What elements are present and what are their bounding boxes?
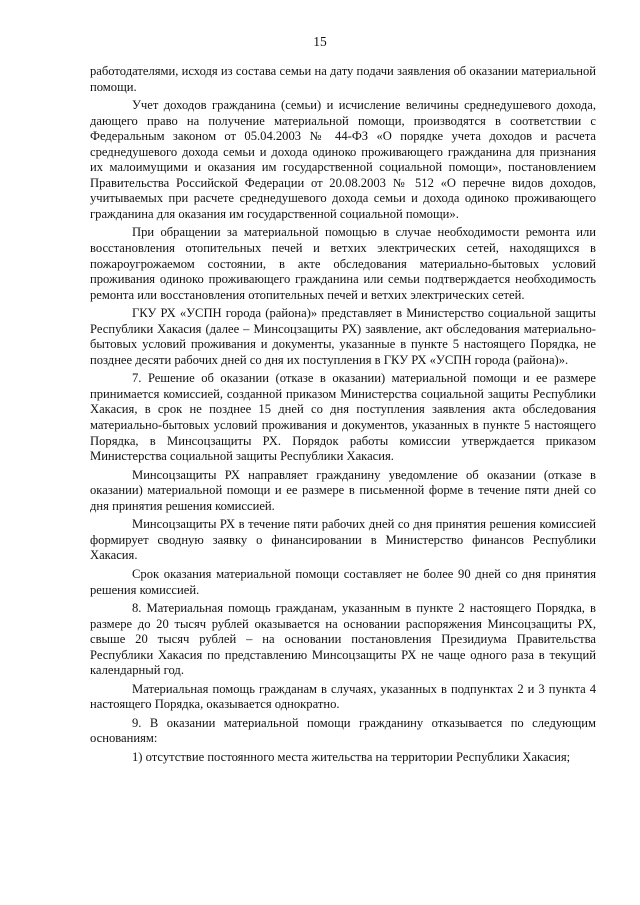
paragraph-item-9: 9. В оказании материальной помощи гражданину отказывается по следующим основаниям:: [90, 715, 596, 746]
page-number: 15: [313, 34, 327, 49]
paragraph-assistance-term: Срок оказания материальной помощи составляет не более 90 дней со дня принятия решения комиссией.: [90, 566, 596, 597]
paragraph-item-8: 8. Материальная помощь гражданам, указанным в пункте 2 настоящего Порядка, в размере до 20 тысяч рублей оказывается на основании распоряжения Минсоцзащиты РХ, свыше 20 тысяч рублей – на основании постановления Президиума Правительства Республики Хакасия по представлению Минсоцзащиты РХ не чаще одного раза в текущий календарный год.: [90, 601, 596, 678]
paragraph-repair-request: При обращении за материальной помощью в случае необходимости ремонта или восстановления отопительных печей и ветхих электрических сетей, находящихся в пожароугрожаемом состоянии, в акте обследования материально-бытовых условий проживания одиноко проживающего гражданина или семьи подтверждается необходимость ремонта или восстановления отопительных печей и ветхих электрических сетей.: [90, 225, 596, 302]
paragraph-notification: Минсоцзащиты РХ направляет гражданину уведомление об оказании (отказе в оказании) материальной помощи и ее размере в письменной форме в течение пяти дней со дня принятия решения комиссией.: [90, 467, 596, 513]
document-body: [90, 64, 596, 769]
paragraph-item-7: 7. Решение об оказании (отказе в оказании) материальной помощи и ее размере принимается комиссией, созданной приказом Министерства социальной защиты Республики Хакасия, в срок не позднее 15 дней со дня поступления заявления акта обследования материально-бытовых условий проживания и документов, указанных в пункте 5 настоящего Порядка, в Минсоцзащиты РХ. Порядок работы комиссии утверждается приказом Министерства социальной защиты Республики Хакасия.: [90, 371, 596, 464]
paragraph-income-accounting: Учет доходов гражданина (семьи) и исчисление величины среднедушевого дохода, дающего право на получение материальной помощи, производятся в соответствии с Федеральным законом от 05.04.2003 № 44-ФЗ «О порядке учета доходов и расчета среднедушевого дохода семьи и дохода одиноко проживающего гражданина для признания их малоимущими и оказания им государственной социальной помощи», постановлением Правительства Российской Федерации от 20.08.2003 № 512 «О перечне видов доходов, учитываемых при расчете среднедушевого дохода семьи и дохода одиноко проживающего гражданина для оказания им государственной социальной помощи».: [90, 98, 596, 221]
paragraph-funding-request: Минсоцзащиты РХ в течение пяти рабочих дней со дня принятия решения комиссией формирует сводную заявку о финансировании в Министерство финансов Республики Хакасия.: [90, 517, 596, 563]
paragraph-continuation: работодателями, исходя из состава семьи на дату подачи заявления об оказании материальной помощи.: [90, 64, 596, 94]
paragraph-subitem-1: 1) отсутствие постоянного места жительства на территории Республики Хакасия;: [132, 749, 571, 764]
paragraph-gku-submission: ГКУ РХ «УСПН города (района)» представляет в Министерство социальной защиты Республики Хакасия (далее – Минсоцзащиты РХ) заявление, акт обследования материально-бытовых условий проживания и документы, указанные в пункте 5 настоящего Порядка, не позднее десяти рабочих дней со дня их поступления в ГКУ РХ «УСПН города (района)».: [90, 306, 596, 367]
paragraph-one-time-assistance: Материальная помощь гражданам в случаях, указанных в подпунктах 2 и 3 пункта 4 настоящего Порядка, оказывается однократно.: [90, 681, 596, 712]
